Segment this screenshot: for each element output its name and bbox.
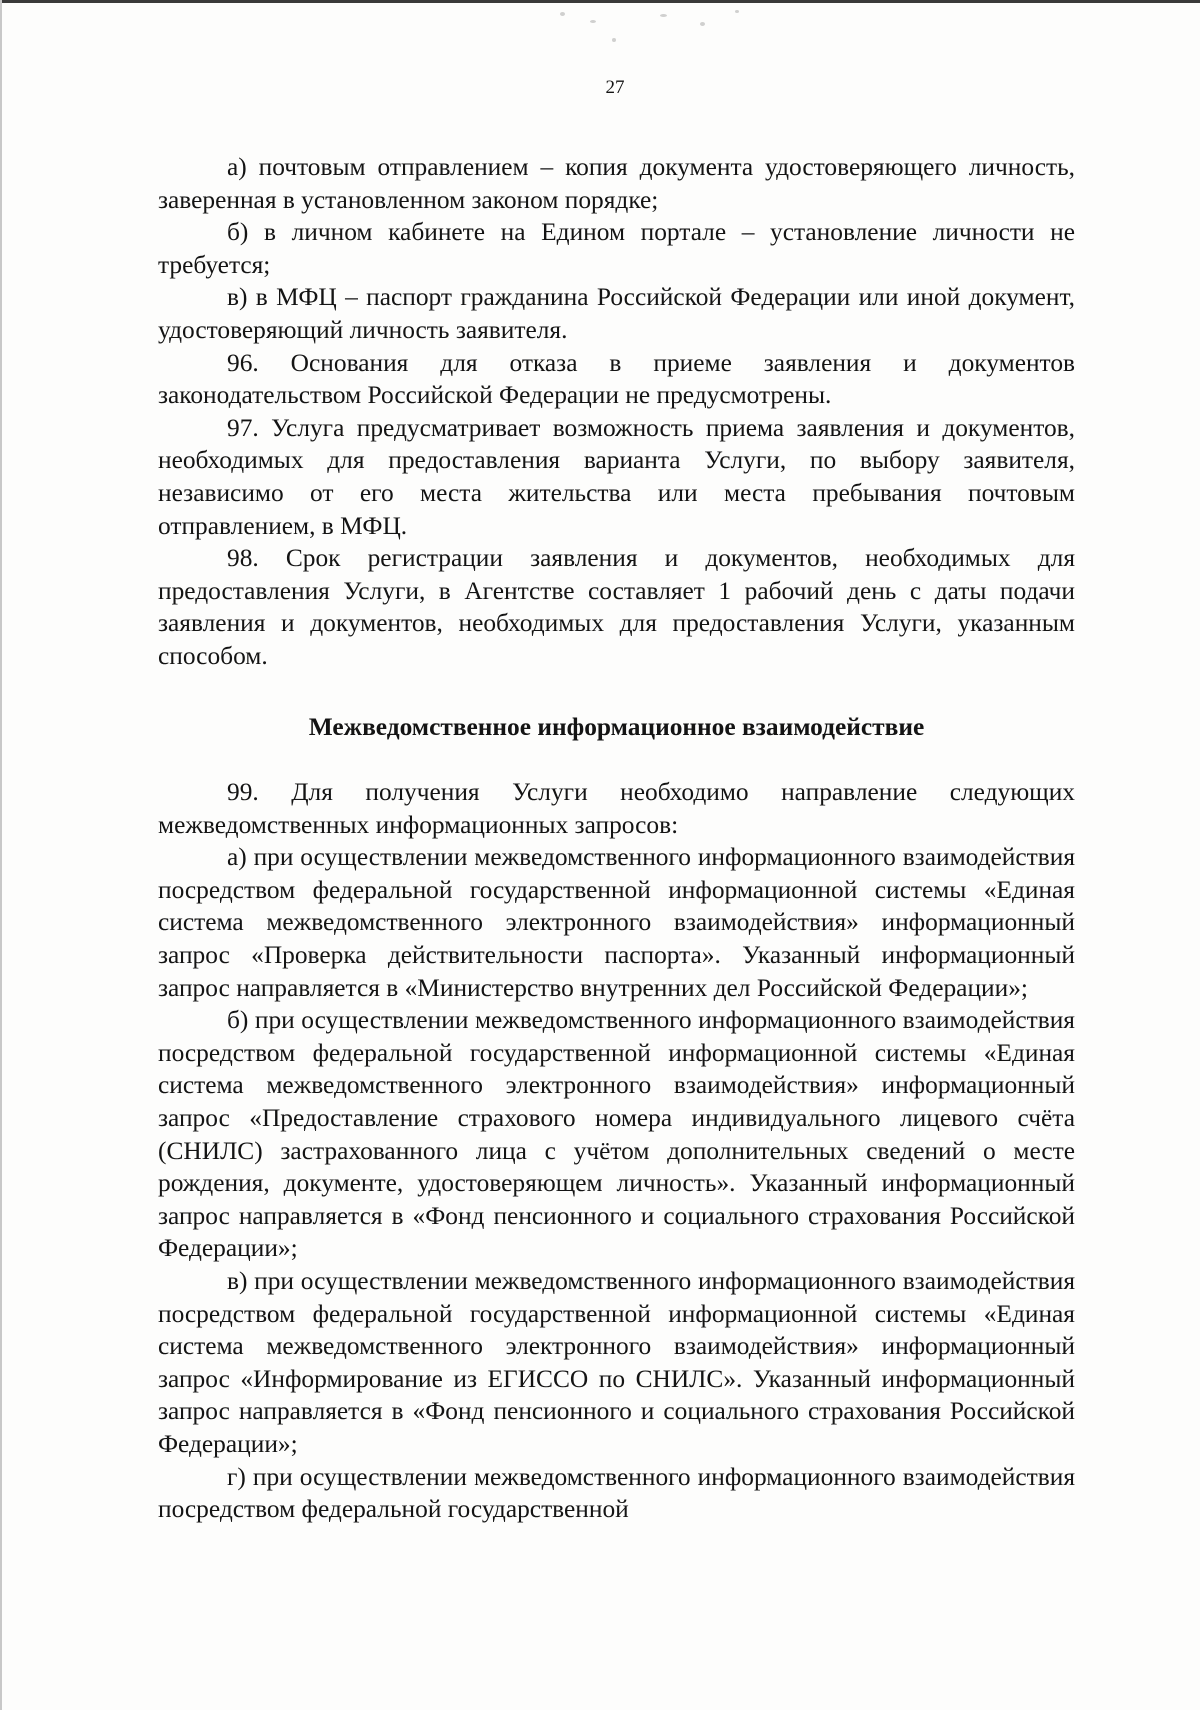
scan-speck bbox=[735, 10, 739, 13]
scan-speck bbox=[560, 12, 565, 16]
paragraph-item-a-postal: а) почтовым отправлением – копия документа удостоверяющего личность, заверенная в установленном законом порядке; bbox=[158, 153, 1075, 214]
scan-top-edge bbox=[0, 0, 1200, 3]
paragraph-item-b-portal: б) в личном кабинете на Едином портале – установление личности не требуется; bbox=[158, 218, 1075, 279]
paragraph-96: 96. Основания для отказа в приеме заявления и документов законодательством Российской Федерации не предусмотрены. bbox=[158, 348, 1075, 410]
scan-speck bbox=[590, 20, 596, 23]
paragraph-97: 97. Услуга предусматривает возможность приема заявления и документов, необходимых для предоставления варианта Услуги, по выбору заявителя, независимо от его места жительства или места пребывания почтовым отправлением, в МФЦ. bbox=[158, 413, 1075, 540]
paragraph-99-item-c: в) при осуществлении межведомственного информационного взаимодействия посредством федеральной государственной информационной системы «Единая система межведомственного электронного взаимодействия» информационный запрос «Информирование из ЕГИССО по СНИЛС». Указанный информационный запрос направляется в «Фонд пенсионного и социального страхования Российской Федерации»; bbox=[158, 1267, 1075, 1458]
section-heading: Межведомственное информационное взаимодействие bbox=[308, 712, 925, 741]
scan-speck bbox=[612, 38, 616, 42]
scan-left-edge bbox=[0, 0, 2, 1710]
document-body bbox=[158, 151, 1075, 1526]
paragraph-99-item-b: б) при осуществлении межведомственного информационного взаимодействия посредством федеральной государственной информационной системы «Единая система межведомственного электронного взаимодействия» информационный запрос «Предоставление страхового номера индивидуального лицевого счёта (СНИЛС) застрахованного лица с учётом дополнительных сведений о месте рождения, документе, удостоверяющем личность». Указанный информационный запрос направляется в «Фонд пенсионного и социального страхования Российской Федерации»; bbox=[158, 1006, 1075, 1263]
scan-speck bbox=[700, 22, 705, 26]
paragraph-99: 99. Для получения Услуги необходимо направление следующих межведомственных информационных запросов: bbox=[158, 778, 1075, 839]
paragraph-98: 98. Срок регистрации заявления и документов, необходимых для предоставления Услуги, в Агентстве составляет 1 рабочий день с даты подачи заявления и документов, необходимых для предоставления Услуги, указанным способом. bbox=[158, 544, 1075, 670]
scan-speck bbox=[660, 14, 667, 17]
page-number: 27 bbox=[605, 77, 625, 98]
paragraph-99-item-d: г) при осуществлении межведомственного информационного взаимодействия посредством федеральной государственной bbox=[158, 1462, 1075, 1524]
paragraph-99-item-a: а) при осуществлении межведомственного информационного взаимодействия посредством федеральной государственной информационной системы «Единая система межведомственного электронного взаимодействия» информационный запрос «Проверка действительности паспорта». Указанный информационный запрос направляется в «Министерство внутренних дел Российской Федерации»; bbox=[158, 843, 1075, 1002]
paragraph-item-c-mfc: в) в МФЦ – паспорт гражданина Российской Федерации или иной документ, удостоверяющий личность заявителя. bbox=[158, 283, 1075, 344]
